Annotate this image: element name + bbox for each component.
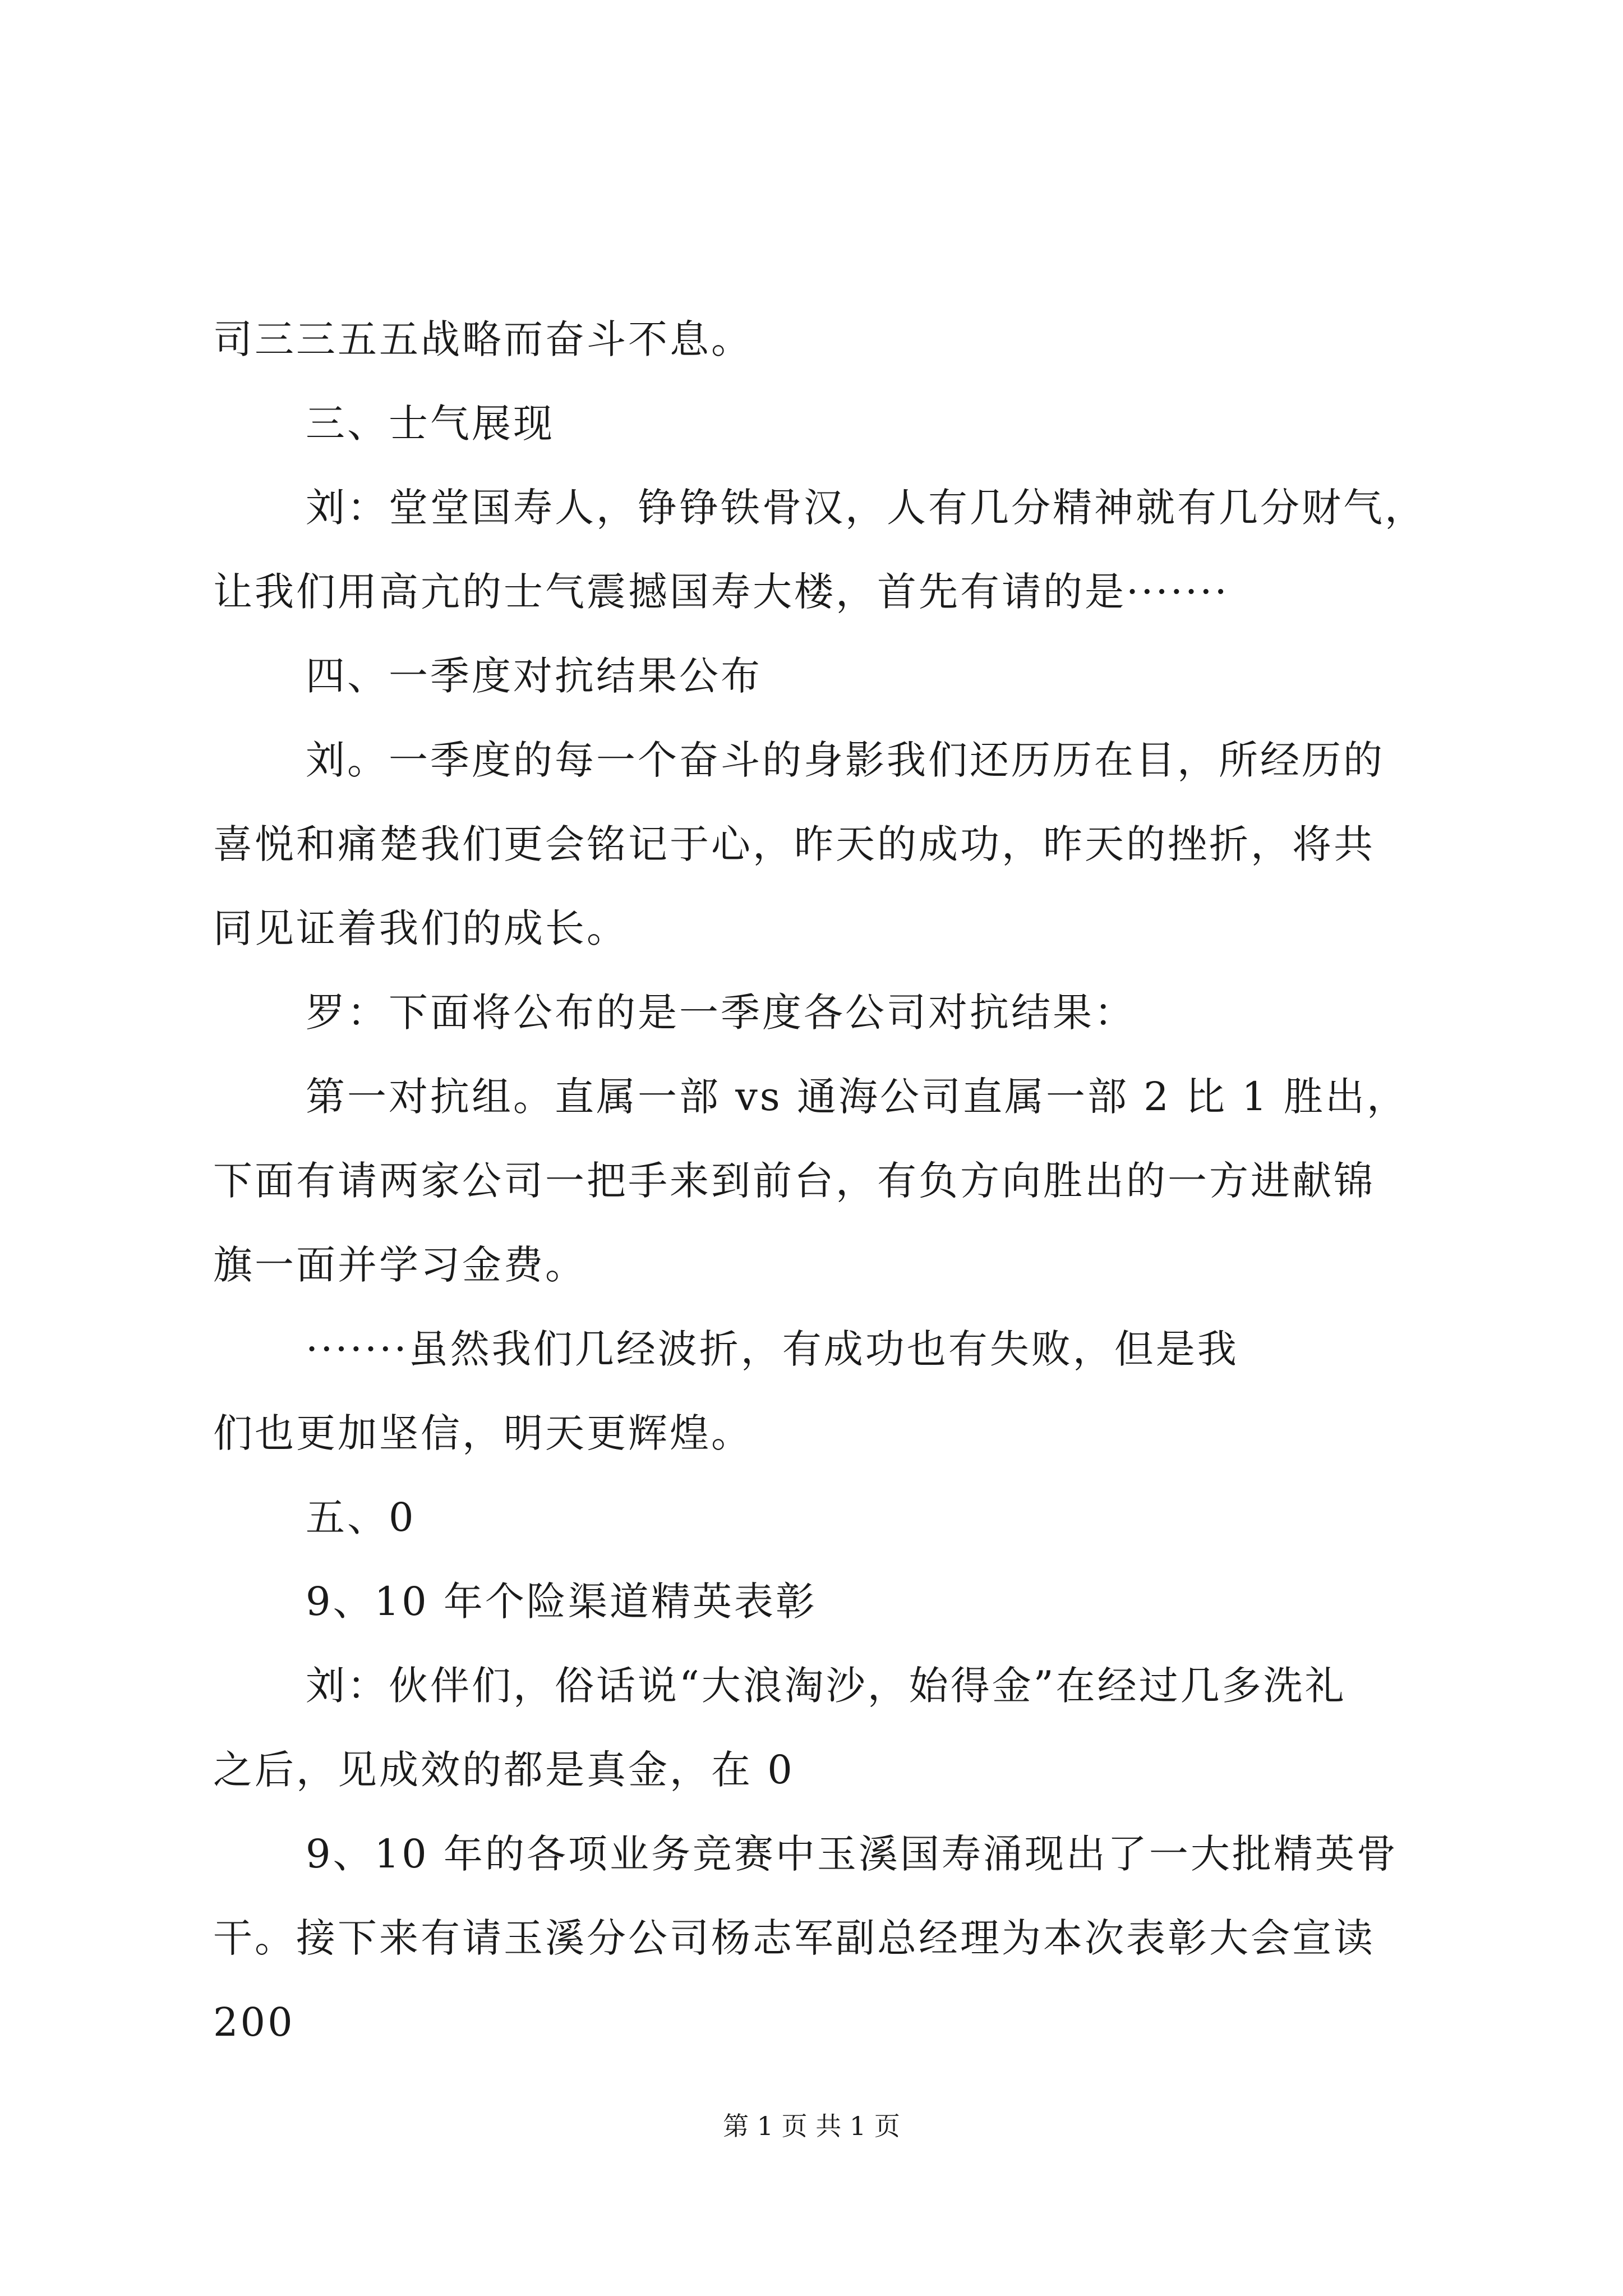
text-line: 刘：堂堂国寿人，铮铮铁骨汉，人有几分精神就有几分财气， [306,485,1426,531]
text-line: ·······虽然我们几经波折，有成功也有失败，但是我 [306,1326,1239,1372]
page-footer: 第 1 页 共 1 页 [723,2111,900,2141]
text-line: 之后，见成效的都是真金，在 0 [213,1747,795,1793]
section-heading: 9、10 年个险渠道精英表彰 [306,1579,817,1625]
section-heading: 三、士气展现 [306,401,555,447]
text-line: 下面有请两家公司一把手来到前台，有负方向胜出的一方进献锦 [213,1158,1375,1204]
text-line: 200 [213,1999,295,2045]
text-line: 喜悦和痛楚我们更会铭记于心，昨天的成功，昨天的挫折，将共 [213,821,1375,867]
text-line: 让我们用高亢的士气震撼国寿大楼，首先有请的是······· [213,569,1229,615]
text-line: 同见证着我们的成长。 [213,905,628,951]
text-line: 9、10 年的各项业务竞赛中玉溪国寿涌现出了一大批精英骨 [306,1831,1398,1877]
text-line: 第一对抗组。直属一部 vs 通海公司直属一部 2 比 1 胜出， [306,1074,1409,1120]
text-line: 刘：伙伴们，俗话说“大浪淘沙，始得金”在经过几多洗礼 [306,1663,1347,1709]
text-line: 旗一面并学习金费。 [213,1242,587,1288]
section-heading: 四、一季度对抗结果公布 [306,653,762,699]
text-line: 罗：下面将公布的是一季度各公司对抗结果： [306,990,1136,1036]
text-line: 司三三五五战略而奋斗不息。 [213,316,753,362]
text-line: 干。接下来有请玉溪分公司杨志军副总经理为本次表彰大会宣读 [213,1915,1375,1961]
section-heading: 五、0 [306,1494,416,1540]
text-line: 们也更加坚信，明天更辉煌。 [213,1410,753,1456]
text-line: 刘。一季度的每一个奋斗的身影我们还历历在目，所经历的 [306,737,1385,783]
